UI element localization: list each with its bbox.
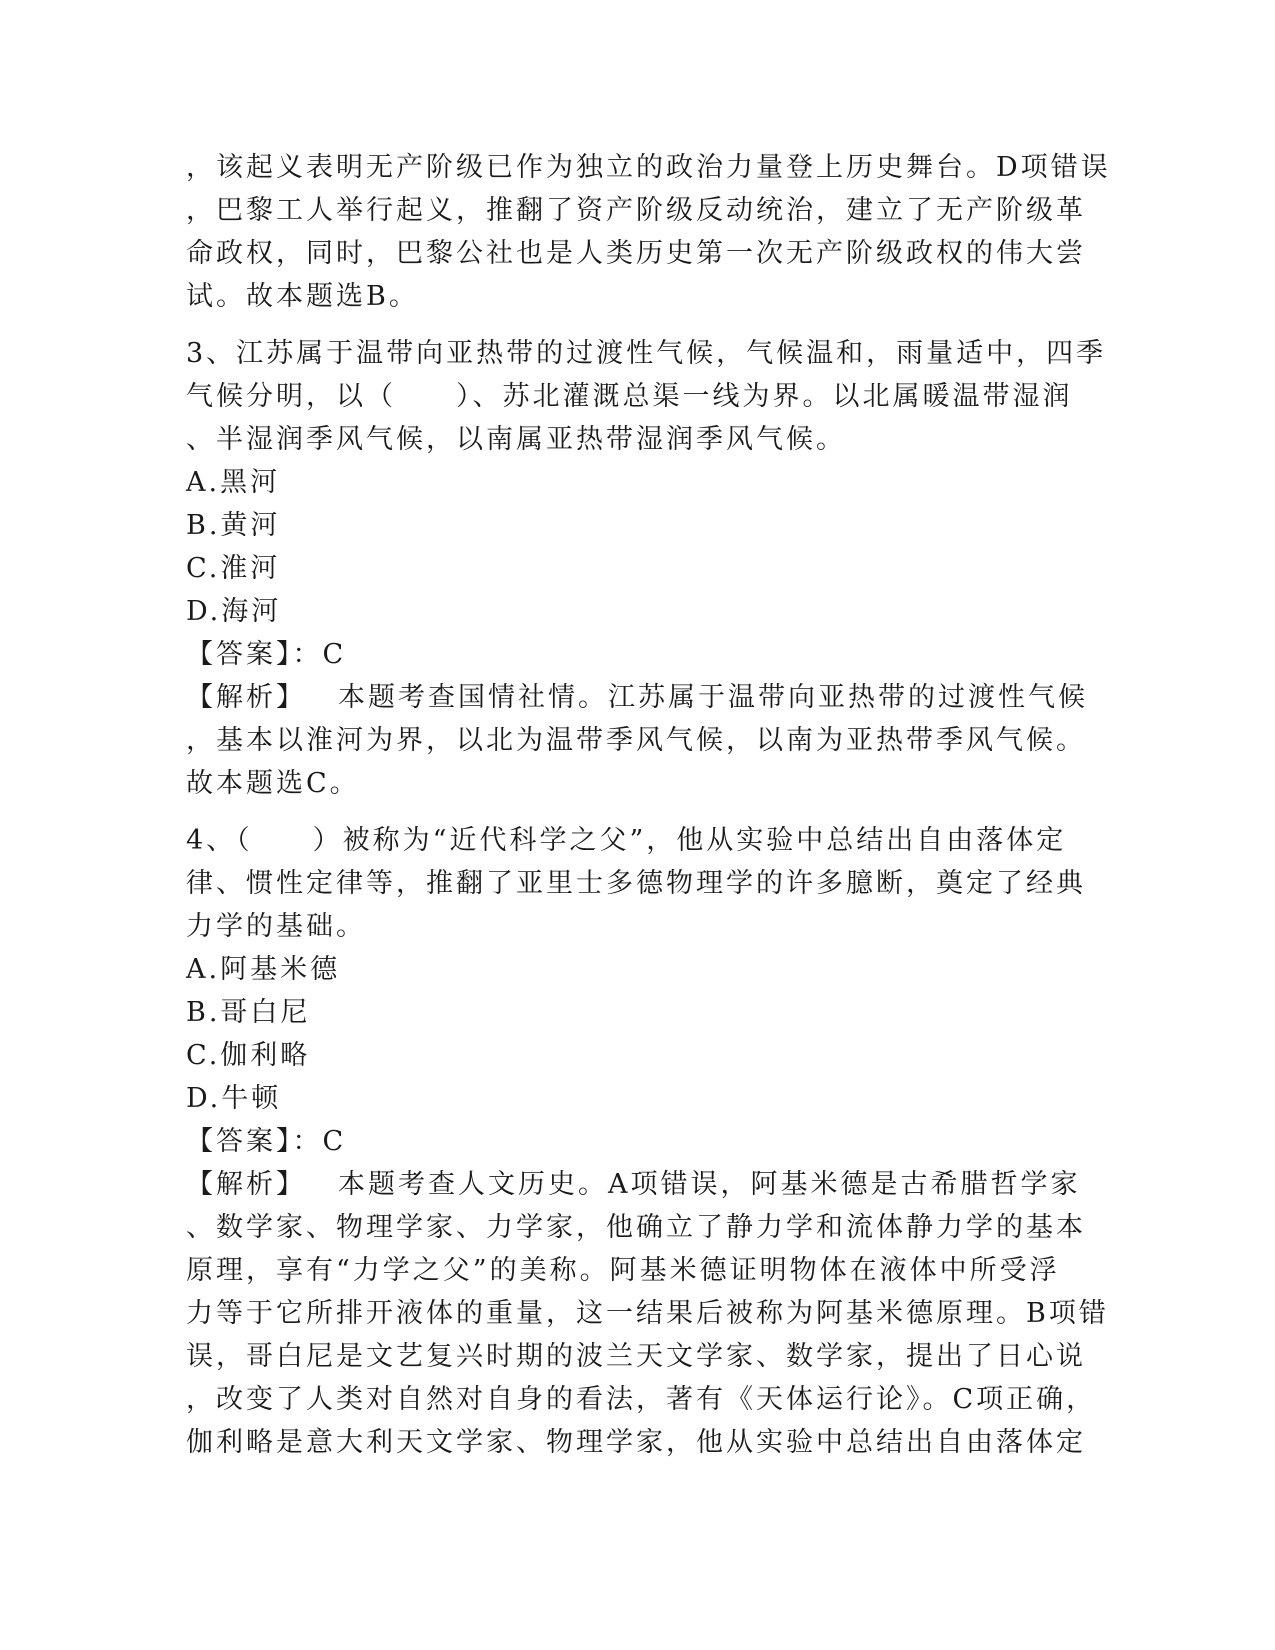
spacer: [186, 318, 1086, 332]
question-stem-line: 、半湿润季风气候，以南属亚热带湿润季风气候。: [186, 424, 846, 455]
option-a: A.阿基米德: [186, 954, 341, 985]
question-stem-line: 3、江苏属于温带向亚热带的过渡性气候，气候温和，雨量适中，四季: [186, 338, 1107, 369]
text-line: ，巴黎工人举行起义，推翻了资产阶级反动统治，建立了无产阶级革: [186, 195, 1086, 226]
prev-analysis: [186, 146, 1111, 318]
analysis-line: 力等于它所排开液体的重量，这一结果后被称为阿基米德原理。B项错: [186, 1298, 1109, 1329]
answer-line: 【答案】：C: [186, 639, 347, 670]
text-line: 命政权，同时，巴黎公社也是人类历史第一次无产阶级政权的伟大尝: [186, 238, 1086, 269]
analysis-line: 原理，享有“力学之父”的美称。阿基米德证明物体在液体中所受浮: [186, 1255, 1060, 1286]
option-a: A.黑河: [186, 467, 281, 498]
option-b: B.黄河: [186, 510, 281, 541]
analysis-label: 【解析】: [186, 682, 306, 713]
page-content: [186, 146, 1111, 1464]
analysis-line: 故本题选C。: [186, 768, 360, 799]
question-3: [186, 332, 1107, 805]
option-c: C.淮河: [186, 553, 281, 584]
option-d: D.牛顿: [186, 1083, 282, 1114]
analysis-line: 误，哥白尼是文艺复兴时期的波兰天文学家、数学家，提出了日心说: [186, 1341, 1086, 1372]
text-line: 试。故本题选B。: [186, 281, 419, 312]
spacer: [186, 805, 1086, 819]
option-c: C.伽利略: [186, 1040, 311, 1071]
option-b: B.哥白尼: [186, 997, 311, 1028]
analysis-text: 本题考查国情社情。江苏属于温带向亚热带的过渡性气候: [338, 682, 1088, 713]
option-d: D.海河: [186, 596, 282, 627]
answer-line: 【答案】：C: [186, 1126, 347, 1157]
analysis-line: ，改变了人类对自然对自身的看法，著有《天体运行论》。C项正确，: [186, 1384, 1097, 1415]
question-stem-line: 气候分明，以（ ）、苏北灌溉总渠一线为界。以北属暖温带湿润: [186, 381, 1073, 412]
analysis-label: 【解析】: [186, 1169, 306, 1200]
question-4: [186, 819, 1109, 1464]
analysis-line: ，基本以淮河为界，以北为温带季风气候，以南为亚热带季风气候。: [186, 725, 1086, 756]
text-line: ，该起义表明无产阶级已作为独立的政治力量登上历史舞台。D项错误: [186, 152, 1111, 183]
question-stem-line: 律、惯性定律等，推翻了亚里士多德物理学的许多臆断，奠定了经典: [186, 868, 1086, 899]
analysis-text: 本题考查人文历史。A项错误，阿基米德是古希腊哲学家: [338, 1169, 1081, 1200]
analysis-line: [186, 1163, 1086, 1206]
question-stem-line: 力学的基础。: [186, 911, 366, 942]
analysis-line: 伽利略是意大利天文学家、物理学家，他从实验中总结出自由落体定: [186, 1427, 1086, 1458]
analysis-line: 、数学家、物理学家、力学家，他确立了静力学和流体静力学的基本: [186, 1212, 1086, 1243]
analysis-line: [186, 676, 1086, 719]
question-stem-line: 4、（ ）被称为“近代科学之父”，他从实验中总结出自由落体定: [186, 825, 1067, 856]
